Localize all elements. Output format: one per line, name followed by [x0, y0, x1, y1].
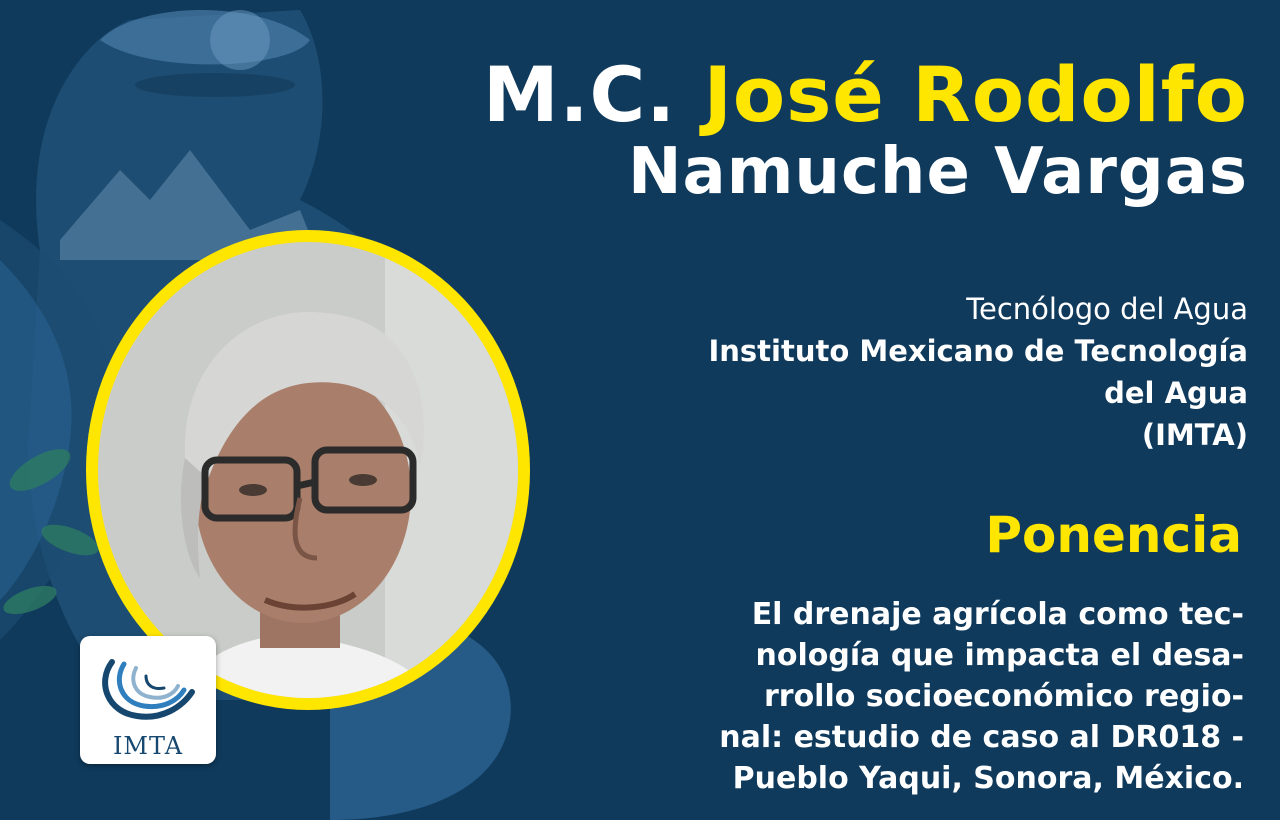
- speaker-role: Tecnólogo del Agua: [966, 292, 1248, 326]
- affiliation: [708, 288, 1248, 456]
- talk-title-line: El drenaje agrícola como tec-: [751, 597, 1244, 632]
- imta-logo: [80, 636, 216, 764]
- speaker-name: [483, 52, 1248, 209]
- speaker-name-line1: [483, 52, 1248, 137]
- institution-line3: (IMTA): [1141, 418, 1248, 452]
- first-names: José Rodolfo: [703, 50, 1248, 139]
- talk-title: [684, 594, 1244, 799]
- institution-line1: Instituto Mexicano de Tecnología: [708, 334, 1248, 368]
- institution-line2: del Agua: [1104, 376, 1248, 410]
- talk-title-line: nal: estudio de caso al DR018 -: [719, 720, 1244, 755]
- logo-text: IMTA: [112, 732, 184, 760]
- talk-title-line: Pueblo Yaqui, Sonora, México.: [732, 761, 1244, 796]
- last-names: Namuche Vargas: [627, 135, 1248, 210]
- title-prefix: M.C.: [482, 50, 677, 139]
- imta-wave-icon: [92, 642, 204, 732]
- talk-heading: Ponencia: [985, 506, 1242, 564]
- talk-title-line: rrollo socioeconómico regio-: [763, 679, 1244, 714]
- talk-title-line: nología que impacta el desa-: [755, 638, 1244, 673]
